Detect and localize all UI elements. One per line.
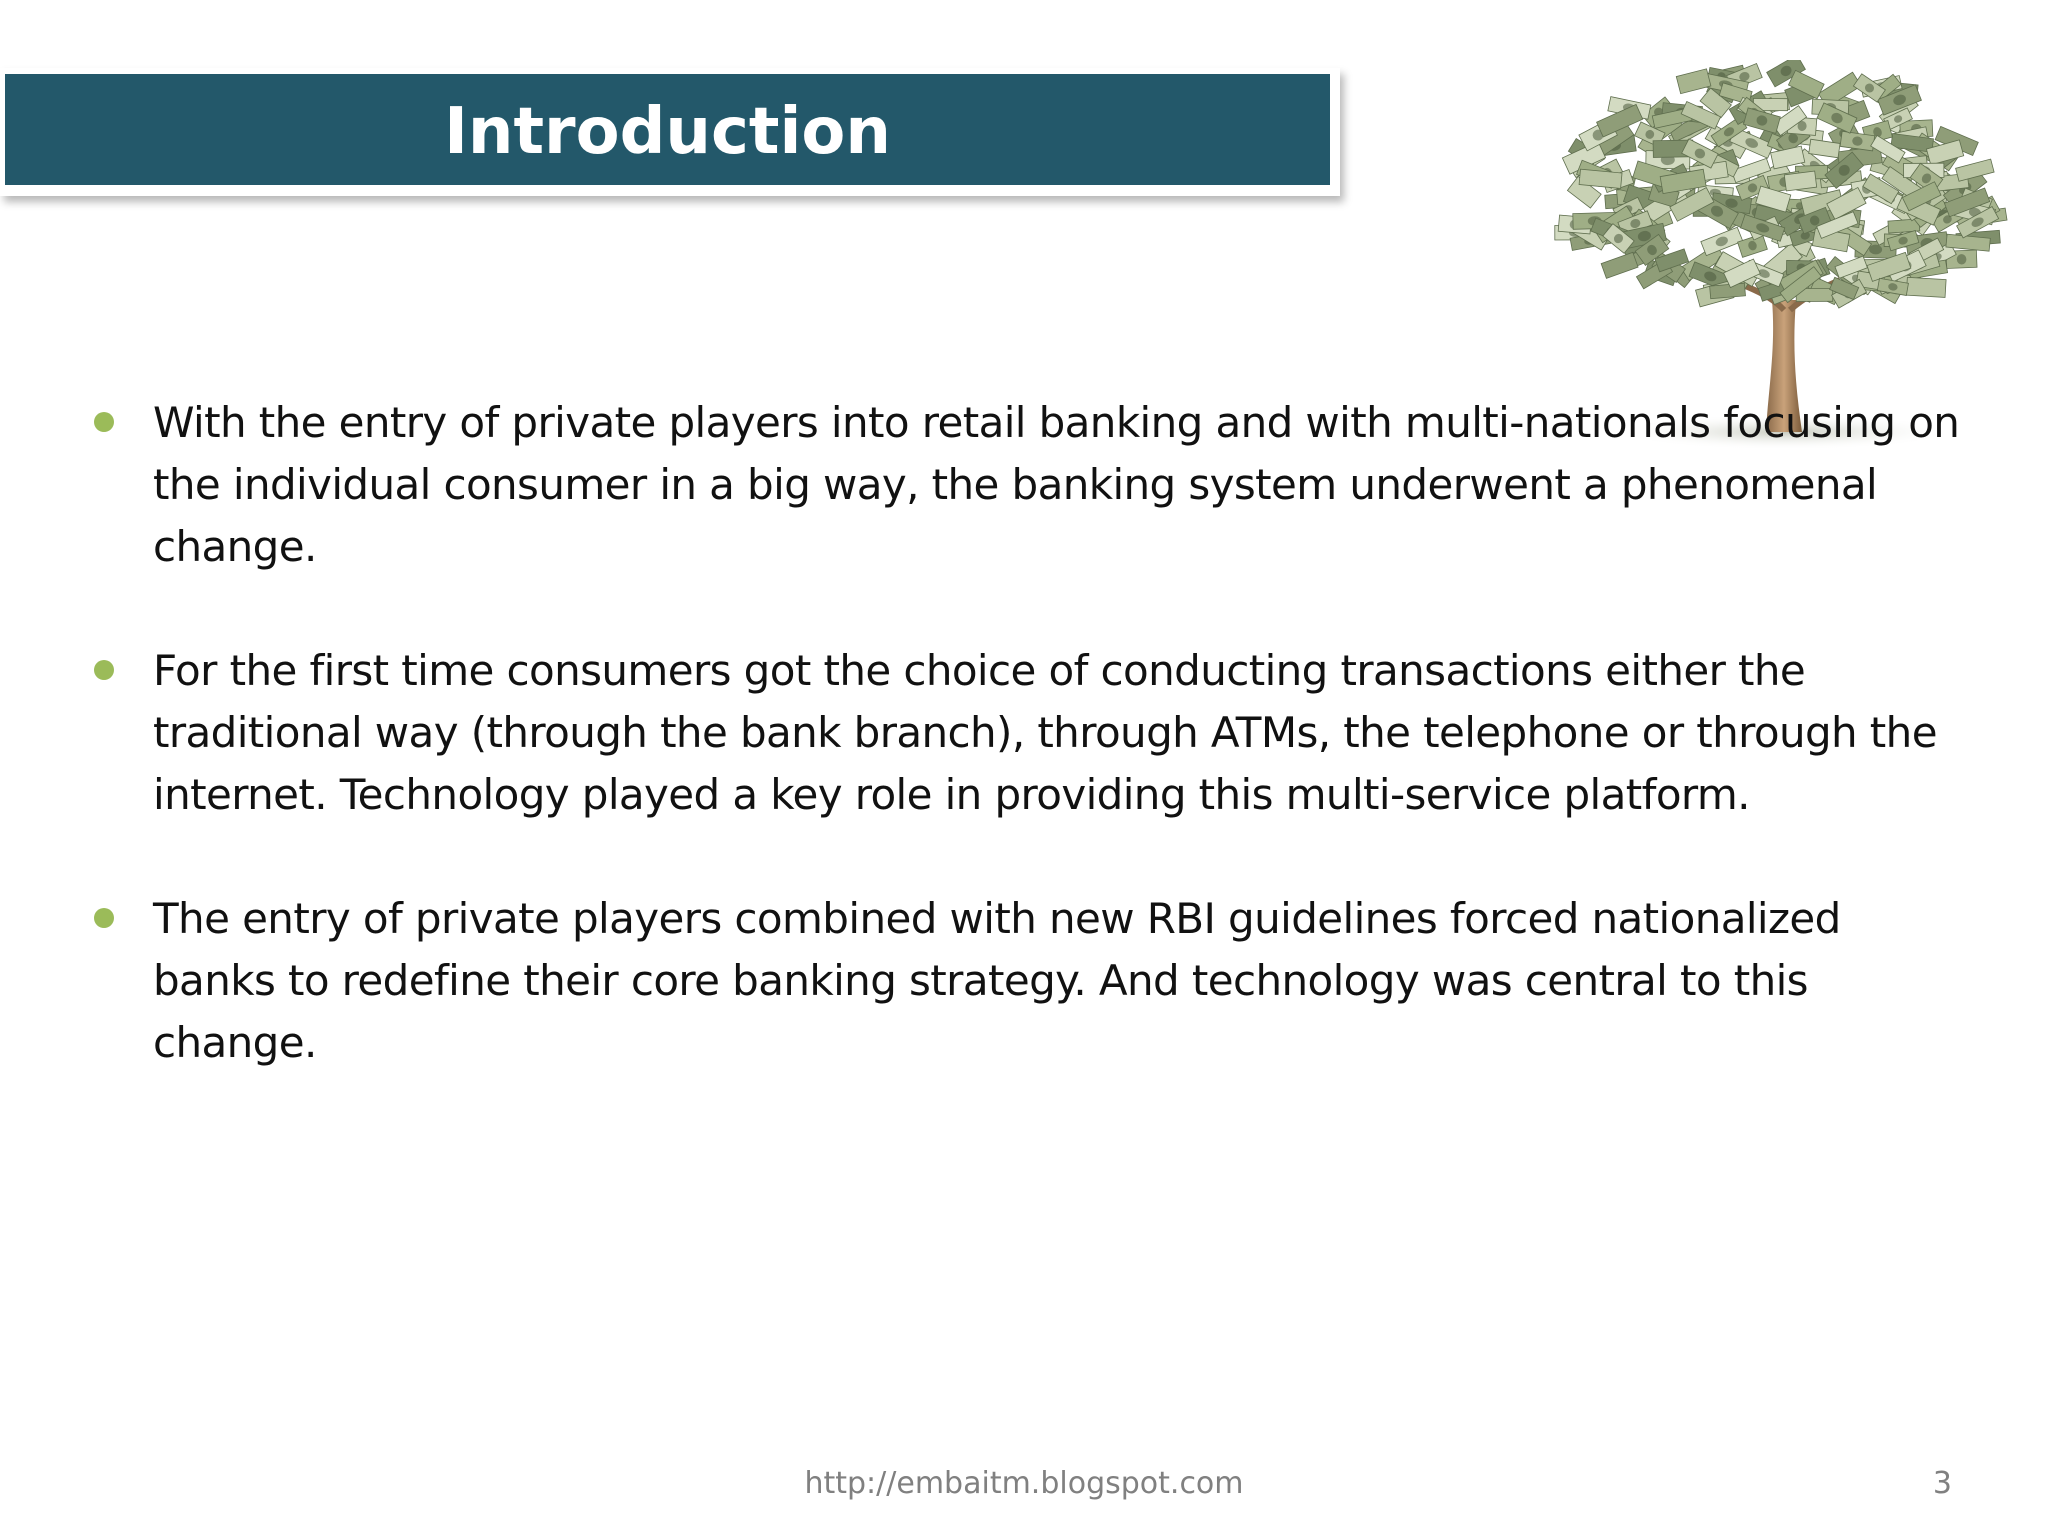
bullet-text: For the first time consumers got the choice of conducting transactions either the traditional way (through the bank branch), through ATMs, the telephone or through the internet. Technology played a key role in providing this multi-service platform. xyxy=(153,646,1937,819)
title-bar-fill xyxy=(5,74,1330,185)
bullet-text: With the entry of private players into retail banking and with multi-nationals focusing on the individual consumer in a big way, the banking system underwent a phenomenal change. xyxy=(153,398,1960,571)
bullet-item-3 xyxy=(92,888,1972,1074)
bullet-dot-icon xyxy=(94,412,114,432)
bullet-list xyxy=(92,392,1972,1136)
footer-url: http://embaitm.blogspot.com xyxy=(804,1466,1244,1501)
bullet-text: The entry of private players combined with new RBI guidelines forced nationalized banks to redefine their core banking strategy. And technology was central to this change. xyxy=(153,894,1841,1067)
bullet-item-2 xyxy=(92,640,1972,826)
bullet-item-1 xyxy=(92,392,1972,578)
title-bar xyxy=(0,68,1340,196)
page-number: 3 xyxy=(1932,1466,1952,1501)
bullet-dot-icon xyxy=(94,660,114,680)
bullet-dot-icon xyxy=(94,908,114,928)
slide-title: Introduction xyxy=(444,94,891,169)
